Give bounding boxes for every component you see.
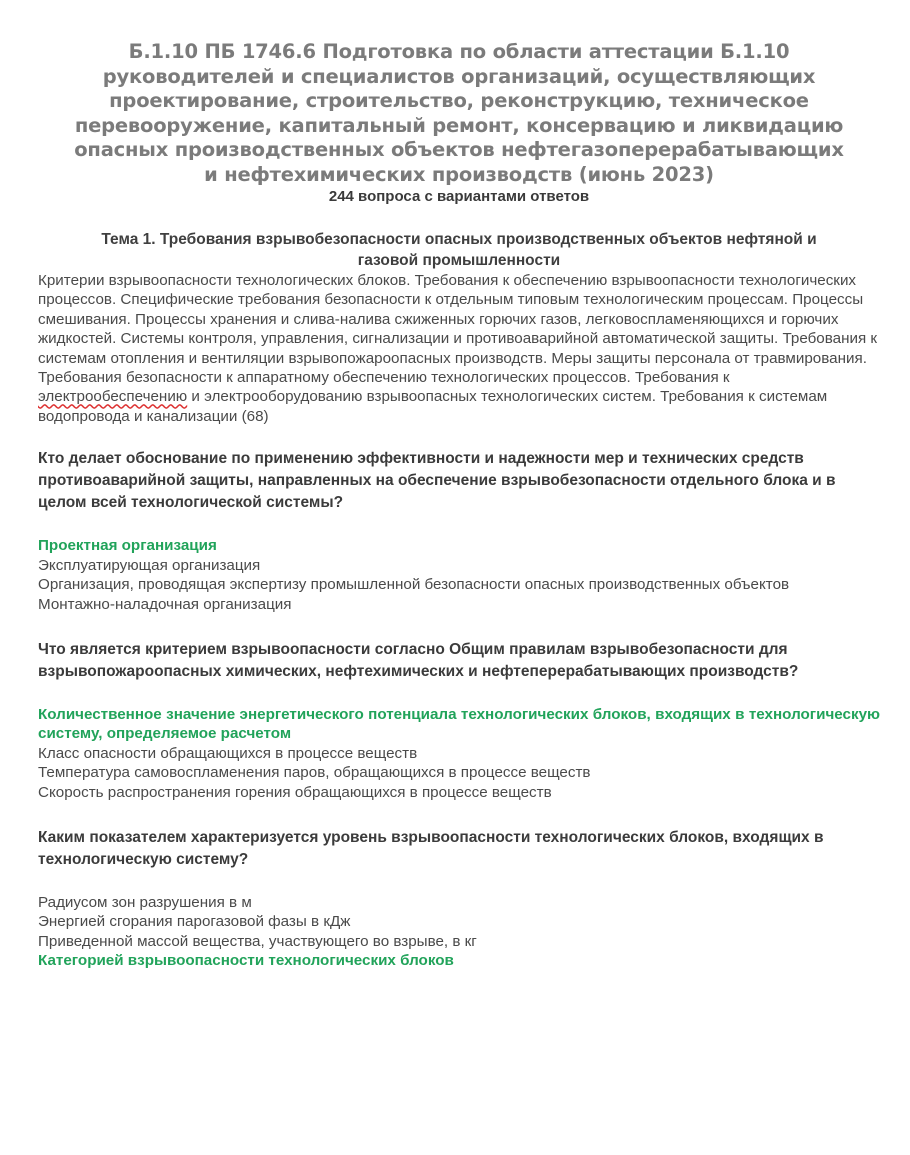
question-text: Что является критерием взрывоопасности согласно Общим правилам взрывобезопасности для взрывопожароопасных химических, нефтехимических и нефтеперерабатывающих производств? xyxy=(38,640,799,680)
answer-option: Энергией сгорания парогазовой фазы в кДж xyxy=(38,913,351,931)
answer-list xyxy=(38,536,880,614)
topic-description xyxy=(38,271,880,426)
question-text: Каким показателем характеризуется уровень взрывоопасности технологических блоков, входящих в технологическую систему? xyxy=(38,828,824,868)
answer-option: Температура самовоспламенения паров, обращающихся в процессе веществ xyxy=(38,764,591,782)
answer-option: Радиусом зон разрушения в м xyxy=(38,893,252,911)
answer-option: Скорость распространения горения обращающихся в процессе веществ xyxy=(38,784,552,801)
question-text: Кто делает обоснование по применению эффективности и надежности мер и технических средств противоаварийной защиты, направленных на обеспечение взрывобезопасности отдельного блока и в целом всей технологической системы? xyxy=(38,450,836,512)
topic-description-part: и электрооборудованию взрывоопасных технологических систем. Требования к системам водопровода и канализации (68) xyxy=(38,388,828,425)
answer-list xyxy=(38,893,880,971)
question-block xyxy=(38,448,880,614)
answer-option: Класс опасности обращающихся в процессе веществ xyxy=(38,744,418,762)
question-block xyxy=(38,827,880,971)
answer-option: Эксплуатирующая организация xyxy=(38,556,261,574)
answer-option-correct: Количественное значение энергетического потенциала технологических блоков, входящих в технологическую систему, определяемое расчетом xyxy=(38,705,880,743)
answer-option: Приведенной массой вещества, участвующего во взрыве, в кг xyxy=(38,932,477,950)
topic-description-part: Критерии взрывоопасности технологических блоков. Требования к обеспечению взрывоопасности технологических процессов. Специфические требования безопасности к отдельным типовым технологическим процессам. Процессы смешивания. Процессы хранения и слива-налива сжиженных горючих газов, легковоспламеняющихся и горючих жидкостей. Системы контроля, управления, сигнализации и противоаварийной автоматической защиты. Требования к системам отопления и вентиляции взрывопожароопасных производств. Меры защиты персонала от травмирования. Требования безопасности к аппаратному обеспечению технологических процессов. Требования к xyxy=(38,272,878,387)
document-page xyxy=(38,40,880,995)
answer-option-correct: Категорией взрывоопасности технологических блоков xyxy=(38,952,454,970)
document-title: Б.1.10 ПБ 1746.6 Подготовка по области аттестации Б.1.10 руководителей и специалистов организаций, осуществляющих проектирование, строительство, реконструкцию, техническое перевооружение, капитальный ремонт, консервацию и ликвидацию опасных производственных объектов нефтегазоперерабатывающих и нефтехимических производств (июнь 2023) xyxy=(74,40,844,186)
answer-option: Монтажно-наладочная организация xyxy=(38,596,292,614)
question-block xyxy=(38,639,880,803)
answer-option: Организация, проводящая экспертизу промышленной безопасности опасных производственных объектов xyxy=(38,576,790,594)
topic-title: Тема 1. Требования взрывобезопасности опасных производственных объектов нефтяной и газовой промышленности xyxy=(101,231,817,269)
document-subtitle: 244 вопроса с вариантами ответов xyxy=(328,188,590,205)
answer-list xyxy=(38,705,880,803)
answer-option-correct: Проектная организация xyxy=(38,537,217,555)
misspelled-word[interactable]: электрообеспечению xyxy=(38,388,188,406)
